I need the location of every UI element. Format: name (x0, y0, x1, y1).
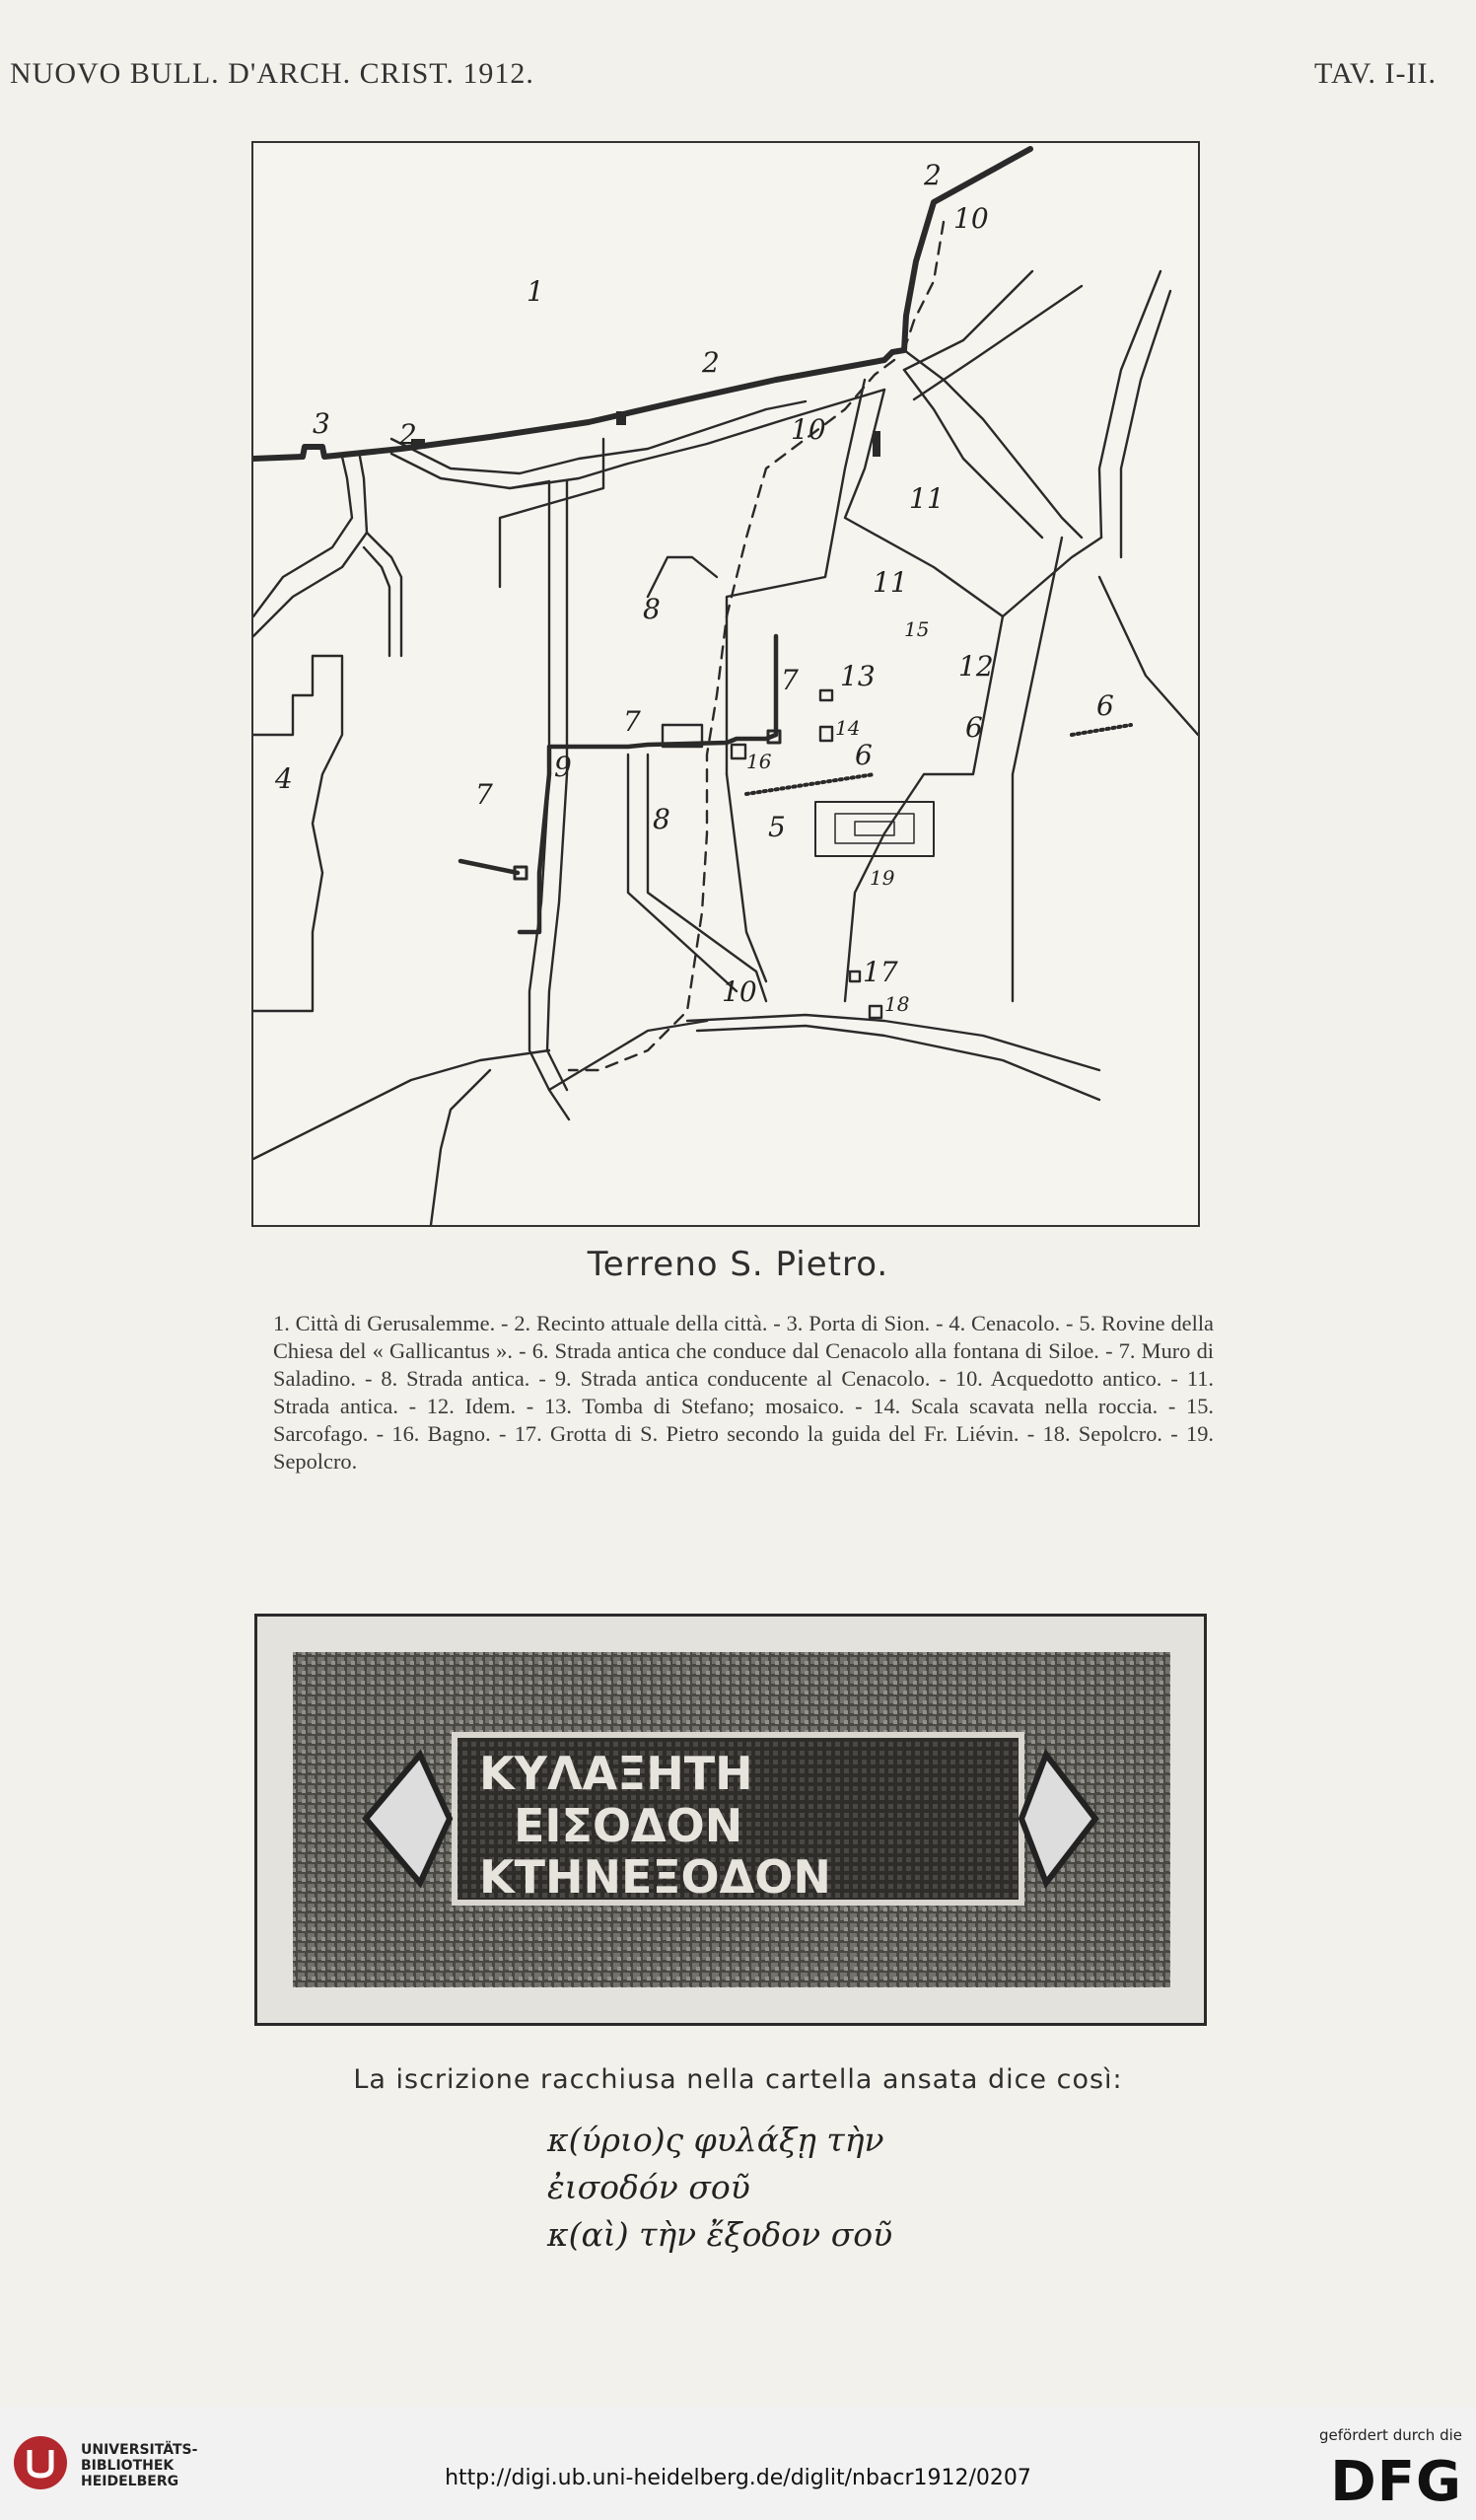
legend-item: 17. Grotta di S. Pietro secondo la guida del Fr. Liévin. - (514, 1421, 1043, 1446)
legend-item: 9. Strada antica conducente al Cenacolo. - (554, 1366, 955, 1391)
mosaic-photograph (254, 1614, 1207, 2026)
map-label: 6 (855, 739, 873, 771)
digitization-footer (0, 2407, 1476, 2520)
legend-item: 10. Acquedotto antico. - (954, 1366, 1187, 1391)
legend-item: 7. Muro di Saladino. - (273, 1338, 1215, 1391)
map-label: 12 (958, 650, 994, 683)
inscription-caption: La iscrizione racchiusa nella cartella ansata dice così: (353, 2064, 1123, 2095)
map-label: 7 (623, 705, 641, 738)
legend-item: 6. Strada antica che conduce dal Cenacolo alla fontana di Siloe. - (531, 1338, 1119, 1363)
university-library-name: UNIVERSITÄTS- BIBLIOTHEK HEIDELBERG (81, 2442, 198, 2489)
legend-item: 12. Idem. - (426, 1394, 544, 1418)
permalink[interactable] (0, 2466, 1476, 2490)
greek-transcription (547, 2117, 892, 2259)
map-label: 2 (399, 418, 417, 451)
legend-item: 2. Recinto attuale della città. - (514, 1311, 787, 1335)
map-label: 15 (904, 617, 930, 641)
running-header-title: NUOVO BULL. D'ARCH. CRIST. 1912. (10, 57, 534, 90)
map-label: 5 (768, 811, 786, 843)
mosaic-inscription-line: ΚΥΛΑΞΗΤΗ (479, 1747, 753, 1800)
map-label: 19 (870, 866, 895, 890)
map-label: 10 (953, 202, 989, 235)
map-label: 11 (873, 566, 908, 599)
map-label: 7 (781, 664, 799, 696)
map-label: 6 (1096, 689, 1114, 722)
map-label: 8 (653, 803, 670, 835)
legend-item: 13. Tomba di Stefano; mosaico. - (543, 1394, 874, 1418)
greek-line: ἐισοδόν σοῦ (547, 2168, 750, 2206)
legend-item: 15. Sarcofago. - (273, 1394, 1215, 1446)
map-label: 11 (909, 482, 945, 515)
permalink-link[interactable]: http://digi.ub.uni-heidelberg.de/diglit/nbacr1912/0207 (445, 2466, 1031, 2490)
mosaic-inscription-line: ΚΤΗΝΕΞΟΔΟΝ (479, 1850, 831, 1904)
legend-item: 18. Sepolcro. - (1042, 1421, 1187, 1446)
legend-item: 1. Città di Gerusalemme. - (273, 1311, 515, 1335)
funder-note: gefördert durch die (1319, 2426, 1462, 2444)
site-map-drawing (253, 143, 1198, 1225)
dfg-logo: DFG (1330, 2450, 1462, 2514)
map-label: 10 (791, 413, 826, 446)
map-legend (273, 1310, 1214, 1476)
map-label: 7 (475, 778, 493, 811)
map-label: 4 (275, 762, 293, 795)
legend-item: 11. Strada antica. - (273, 1366, 1214, 1418)
greek-line: κ(ύριο)ς φυλάξῃ τὴν (547, 2121, 884, 2159)
map-label: 17 (863, 956, 898, 988)
map-label: 13 (840, 660, 876, 692)
greek-line: κ(αὶ) τὴν ἔξοδον σοῦ (547, 2215, 893, 2254)
legend-item: 5. Rovine della Chiesa del « Gallicantus ». - (273, 1311, 1214, 1363)
legend-item: 8. Strada antica. - (381, 1366, 555, 1391)
mosaic-image (257, 1617, 1204, 2023)
map-label: 14 (835, 716, 861, 740)
map-label: 9 (554, 751, 572, 783)
legend-item: 19. Sepolcro. (273, 1421, 1215, 1474)
map-label: 10 (722, 975, 757, 1008)
map-label: 18 (884, 992, 910, 1016)
legend-item: 4. Cenacolo. - (949, 1311, 1080, 1335)
legend-item: 14. Scala scavata nella roccia. - (873, 1394, 1187, 1418)
map-label: 2 (702, 346, 720, 379)
site-map (251, 141, 1200, 1227)
map-label: 3 (313, 407, 330, 440)
plate-number: TAV. I-II. (1314, 57, 1437, 90)
legend-item: 16. Bagno. - (391, 1421, 515, 1446)
map-label: 16 (746, 750, 772, 773)
map-label: 8 (643, 593, 661, 625)
map-label: 6 (965, 711, 983, 744)
map-label: 2 (924, 159, 942, 191)
mosaic-inscription-line: ΕΙΣΟΔΟΝ (514, 1799, 743, 1852)
map-title: Terreno S. Pietro. (587, 1245, 889, 1284)
map-label: 1 (527, 275, 544, 308)
legend-item: 3. Porta di Sion. - (786, 1311, 949, 1335)
